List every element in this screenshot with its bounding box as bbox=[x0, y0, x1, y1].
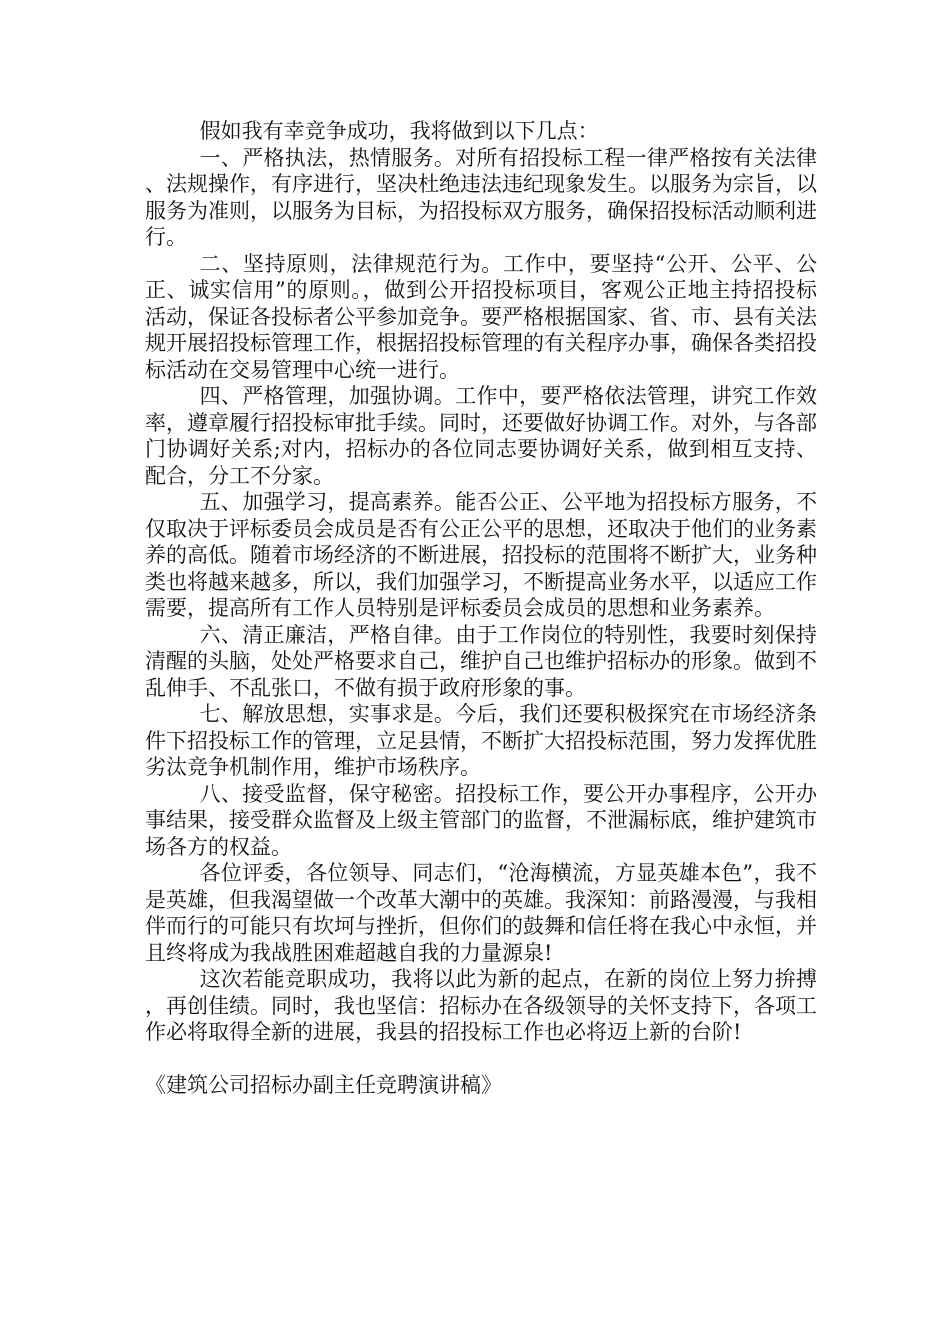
paragraph-point-7: 七、解放思想，实事求是。今后，我们还要积极探究在市场经济条件下招投标工作的管理，立足县情，不断扩大招投标范围，努力发挥优胜劣汰竞争机制作用，维护市场秩序。 bbox=[145, 702, 817, 779]
paragraph-closing-address: 各位评委，各位领导、同志们，“沧海横流，方显英雄本色”，我不是英雄，但我渴望做一个改革大潮中的英雄。我深知：前路漫漫，与我相伴而行的可能只有坎坷与挫折，但你们的鼓舞和信任将在我心中永恒，并且终将成为我战胜困难超越自我的力量源泉! bbox=[145, 861, 817, 965]
document-page bbox=[145, 118, 817, 1098]
paragraph-closing-commitment: 这次若能竞职成功，我将以此为新的起点，在新的岗位上努力拚搏，再创佳绩。同时，我也坚信：招标办在各级领导的关怀支持下，各项工作必将取得全新的进展，我县的招投标工作也必将迈上新的台阶! bbox=[145, 967, 817, 1044]
paragraph-point-8: 八、接受监督，保守秘密。招投标工作，要公开办事程序，公开办事结果，接受群众监督及上级主管部门的监督，不泄漏标底，维护建筑市场各方的权益。 bbox=[145, 781, 817, 859]
paragraph-point-5: 五、加强学习，提高素养。能否公正、公平地为招投标方服务，不仅取决于评标委员会成员是否有公正公平的思想，还取决于他们的业务素养的高低。随着市场经济的不断进展，招投标的范围将不断扩大，业务种类也将越来越多，所以，我们加强学习，不断提高业务水平，以适应工作需要，提高所有工作人员特别是评标委员会成员的思想和业务素养。 bbox=[145, 490, 817, 620]
paragraph-intro: 假如我有幸竞争成功，我将做到以下几点： bbox=[199, 119, 599, 143]
document-footer-title: 《建筑公司招标办副主任竞聘演讲稿》 bbox=[145, 1072, 502, 1097]
paragraph-point-1: 一、严格执法，热情服务。对所有招投标工程一律严格按有关法律、法规操作，有序进行，坚决杜绝违法违纪现象发生。以服务为宗旨，以服务为准则，以服务为目标，为招投标双方服务，确保招投标活动顺利进行。 bbox=[145, 145, 817, 249]
paragraph-point-2: 二、坚持原则，法律规范行为。工作中，要坚持“公开、公平、公正、诚实信用”的原则。，做到公开招投标项目，客观公正地主持招投标活动，保证各投标者公平参加竞争。要严格根据国家、省、市、县有关法规开展招投标管理工作，根据招投标管理的有关程序办事，确保各类招投标活动在交易管理中心统一进行。 bbox=[145, 251, 817, 382]
paragraph-point-4: 四、严格管理，加强协调。工作中，要严格依法管理，讲究工作效率，遵章履行招投标审批手续。同时，还要做好协调工作。对外，与各部门协调好关系;对内，招标办的各位同志要协调好关系，做到相互支持、配合，分工不分家。 bbox=[145, 384, 817, 488]
paragraph-point-6: 六、清正廉洁，严格自律。由于工作岗位的特别性，我要时刻保持清醒的头脑，处处严格要求自己，维护自己也维护招标办的形象。做到不乱伸手、不乱张口，不做有损于政府形象的事。 bbox=[145, 622, 817, 700]
